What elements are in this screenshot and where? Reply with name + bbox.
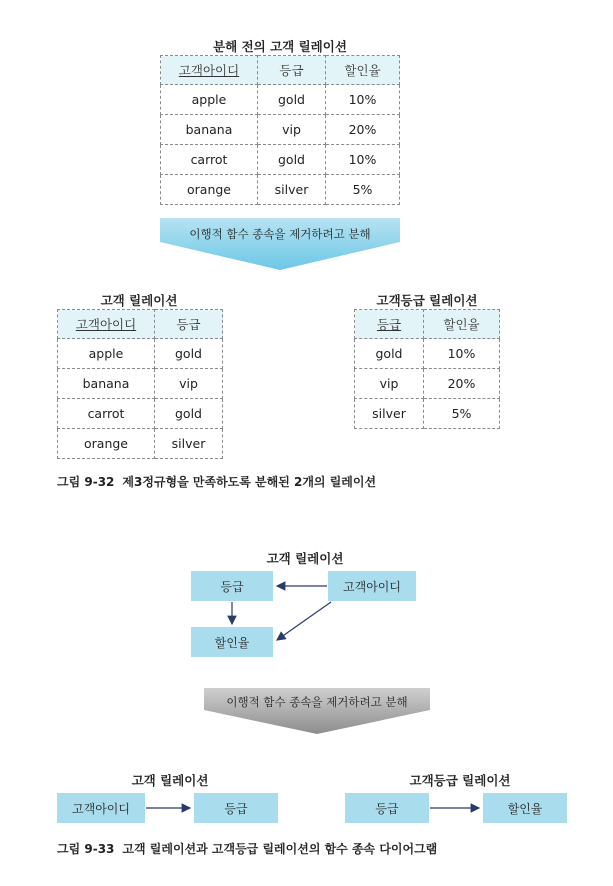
table-cell: silver — [355, 399, 424, 429]
grade-table-title: 고객등급 릴레이션 — [376, 293, 478, 308]
fd-left-title: 고객 릴레이션 — [131, 773, 209, 788]
table-cell: 5% — [326, 175, 400, 205]
decompose-arrow-label-gray: 이행적 함수 종속을 제거하려고 분해 — [226, 695, 408, 709]
table-cell: 20% — [326, 115, 400, 145]
fd-top-title: 고객 릴레이션 — [266, 551, 344, 566]
fd-box-grade: 등급 — [191, 571, 273, 601]
before-table-title: 분해 전의 고객 릴레이션 — [213, 39, 347, 54]
table-cell: vip — [355, 369, 424, 399]
table-cell: 5% — [424, 399, 500, 429]
column-header: 고객아이디 — [161, 56, 258, 85]
decompose-arrow-label: 이행적 함수 종속을 제거하려고 분해 — [189, 227, 371, 241]
figure-number: 그림 9-33 — [57, 842, 115, 856]
column-header: 고객아이디 — [58, 310, 155, 339]
table-cell: silver — [155, 429, 223, 459]
table-cell: 10% — [326, 85, 400, 115]
fd-left-box-customer-id: 고객아이디 — [57, 793, 145, 823]
fd-right-title: 고객등급 릴레이션 — [409, 773, 511, 788]
table-cell: 10% — [424, 339, 500, 369]
figure-9-33-caption — [57, 840, 437, 857]
table-cell: vip — [258, 115, 326, 145]
column-header: 등급 — [258, 56, 326, 85]
customer-table-title: 고객 릴레이션 — [100, 293, 178, 308]
table-cell: vip — [155, 369, 223, 399]
table-cell: silver — [258, 175, 326, 205]
column-header: 할인율 — [326, 56, 400, 85]
table-cell: carrot — [161, 145, 258, 175]
column-header: 등급 — [155, 310, 223, 339]
column-header: 할인율 — [424, 310, 500, 339]
table-cell: gold — [355, 339, 424, 369]
table-cell: gold — [258, 145, 326, 175]
fd-right-box-grade: 등급 — [345, 793, 429, 823]
table-cell: banana — [161, 115, 258, 145]
table-cell: gold — [155, 339, 223, 369]
column-header: 등급 — [355, 310, 424, 339]
figure-caption-text: 고객 릴레이션과 고객등급 릴레이션의 함수 종속 다이어그램 — [122, 842, 438, 856]
figure-caption-text: 제3정규형을 만족하도록 분해된 2개의 릴레이션 — [122, 475, 377, 489]
fd-box-customer-id: 고객아이디 — [328, 571, 416, 601]
table-cell: 20% — [424, 369, 500, 399]
fd-right-box-discount: 할인율 — [483, 793, 567, 823]
fd-box-discount: 할인율 — [191, 627, 273, 657]
fd-left-box-grade: 등급 — [194, 793, 278, 823]
table-cell: banana — [58, 369, 155, 399]
table-cell: gold — [155, 399, 223, 429]
table-cell: apple — [58, 339, 155, 369]
table-cell: orange — [161, 175, 258, 205]
table-cell: 10% — [326, 145, 400, 175]
table-cell: orange — [58, 429, 155, 459]
figure-number: 그림 9-32 — [57, 475, 115, 489]
table-cell: gold — [258, 85, 326, 115]
table-cell: carrot — [58, 399, 155, 429]
table-cell: apple — [161, 85, 258, 115]
